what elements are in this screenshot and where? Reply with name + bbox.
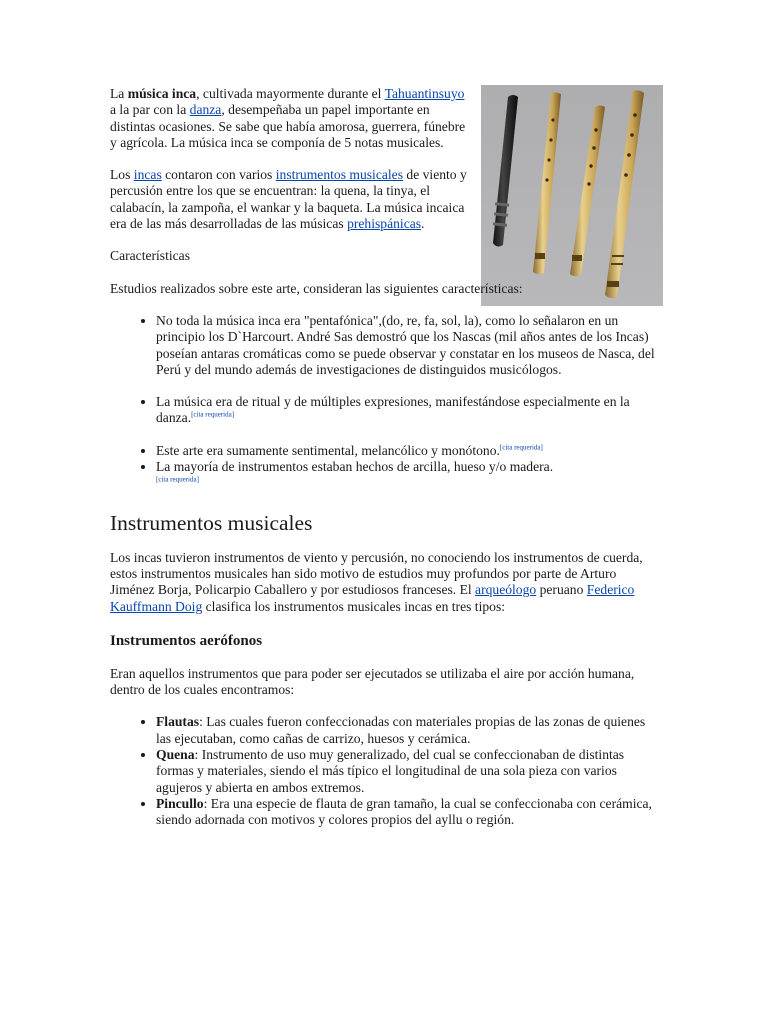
subsection-intro: Eran aquellos instrumentos que para poder ser ejecutados se utilizaba el aire por acción humana, dentro de los cuales encontramos: (110, 665, 635, 698)
text: contaron con varios (161, 167, 276, 183)
citation-link[interactable]: [cita requerida] (499, 443, 543, 452)
text: a la par con la (110, 102, 190, 118)
text: Los incas tuvieron instrumentos de viento y percusión, no conociendo los instrumentos de cuerda, estos instrumentos musicales han sido motivo de estudios muy profundos por parte de Arturo Jiménez Borja, Policarpio Caballero y por estudiosos franceses. El (110, 549, 643, 598)
link-instrumentos-musicales[interactable]: instrumentos musicales (275, 167, 403, 183)
bold-term: música inca (127, 86, 197, 101)
article-body (110, 86, 658, 829)
term: Quena (156, 747, 195, 763)
intro-paragraph-2 (110, 167, 468, 232)
caracteristicas-label: Características (110, 248, 191, 264)
link-prehispanicas[interactable]: prehispánicas (347, 216, 422, 232)
text: . (421, 216, 425, 232)
citation-needed (156, 476, 199, 484)
text: , desempeñaba un papel importante en distintas ocasiones. Se sabe que había amorosa, guerrera, fúnebre y agrícola. La música inca se componía de 5 notas musicales. (110, 102, 466, 150)
text: : Las cuales fueron confeccionadas con materiales propias de las zonas de quienes las ejecutaban, como cañas de carrizo, huesos y cerámica. (156, 714, 646, 746)
text: Este arte era sumamente sentimental, melancólico y monótono. (156, 442, 500, 458)
link-tahuantinsuyo[interactable]: Tahuantinsuyo (384, 86, 465, 101)
list-item (156, 714, 658, 747)
text: : Instrumento de uso muy generalizado, del cual se confeccionaban de distintas formas y materiales, siendo el más típico el longitudinal de una sola pieza con varios agujeros y abierta en ambos extremos. (156, 747, 625, 795)
term: Flautas (156, 714, 200, 730)
link-danza[interactable]: danza (189, 102, 222, 118)
characteristics-intro: Estudios realizados sobre este arte, consideran las siguientes características: (110, 280, 523, 296)
subsection-heading: Instrumentos aerófonos (110, 632, 263, 649)
list-item (156, 747, 658, 796)
citation-link[interactable]: [cita requerida] (191, 410, 235, 419)
citation-link[interactable]: [cita requerida] (156, 475, 199, 484)
text: peruano (536, 582, 587, 598)
list-item (156, 443, 658, 459)
list-item (156, 459, 658, 492)
characteristics-list (110, 394, 658, 427)
link-arqueologo[interactable]: arqueólogo (475, 582, 537, 598)
text: clasifica los instrumentos musicales incas en tres tipos: (202, 598, 506, 614)
text: , cultivada mayormente durante el (196, 86, 385, 101)
text: Los (110, 167, 134, 183)
text: La mayoría de instrumentos estaban hechos de arcilla, hueso y/o madera. (156, 459, 554, 475)
intro-paragraph-1 (110, 86, 468, 151)
text: : Era una especie de flauta de gran tamaño, la cual se confeccionaba con cerámica, siendo adornada con motivos y colores propios del ayllu o región. (156, 795, 652, 828)
text: La música era de ritual y de múltiples expresiones, manifestándose especialmente en la danza. (156, 394, 630, 426)
section-heading: Instrumentos musicales (110, 510, 313, 535)
text: de viento y percusión entre los que se encuentran: la quena, la tinya, el calabacín, la zampoña, el wankar y la baqueta. La música incaica era de las más desarrolladas de las músicas (110, 167, 467, 232)
citation-needed (500, 443, 543, 451)
characteristics-list (110, 443, 658, 492)
term: Pincullo (156, 795, 204, 811)
text: La (110, 86, 128, 101)
characteristics-list (110, 313, 658, 378)
link-federico-kauffmann-doig[interactable]: Federico Kauffmann Doig (110, 582, 635, 614)
list-item (156, 394, 658, 427)
section-paragraph (110, 550, 658, 615)
link-incas[interactable]: incas (133, 167, 162, 183)
list-item (156, 796, 658, 829)
text: No toda la música inca era "pentafónica",(do, re, fa, sol, la), como lo señalaron en un principio los D`Harcourt. André Sas demostró que los Nascas (mil años antes de los Incas) poseían antaras cromáticas como se puede observar y constatar en los museos de Nasca, del Perú y del mundo además de investigaciones de distinguidos musicólogos. (156, 312, 655, 377)
citation-needed (191, 411, 234, 419)
list-item (156, 313, 658, 378)
aerofonos-list (110, 714, 658, 828)
